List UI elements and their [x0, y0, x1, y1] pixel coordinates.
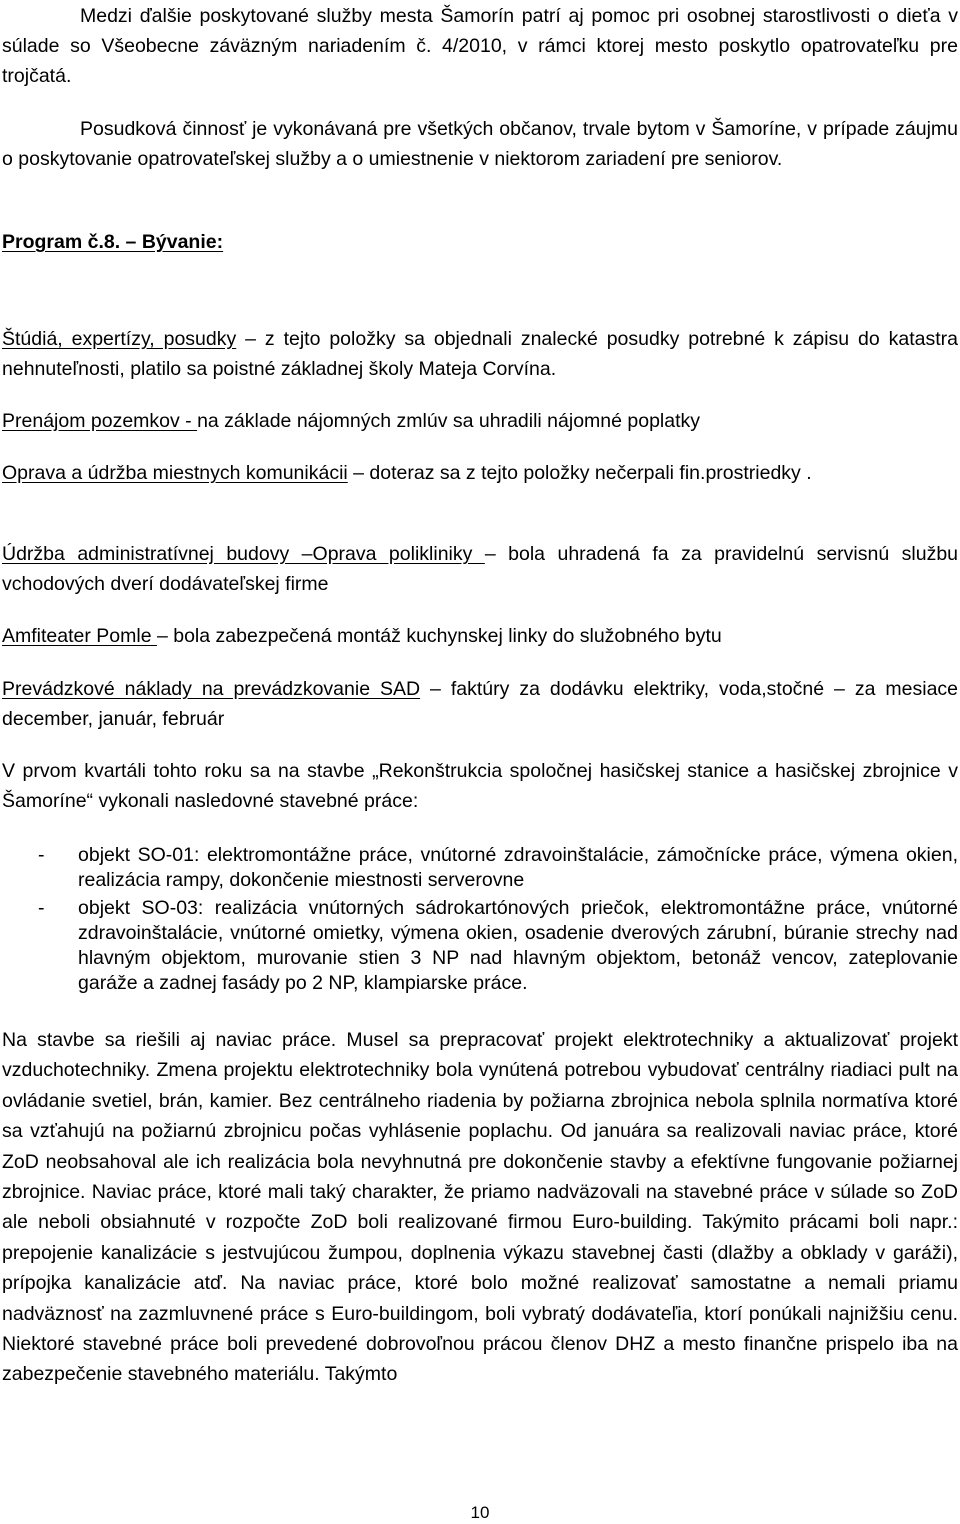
paragraph-posudkova-cinnost: Posudková činnosť je vykonávaná pre všetkých občanov, trvale bytom v Šamoríne, v prípade záujmu o poskytovanie opatrovateľskej služby a o umiestnenie v niektorom zariadení pre seniorov. [2, 118, 958, 170]
item-label: Amfiteater Pomle [2, 625, 157, 647]
list-marker: - [38, 844, 45, 866]
item-text: – faktúry za dodávku elektriky, voda,stočné – za mesiace december, január, február [2, 678, 959, 730]
works-list [2, 843, 958, 999]
item-studia [2, 324, 958, 384]
item-label: Štúdiá, expertízy, posudky [2, 328, 237, 350]
item-udrzba-budovy [2, 539, 958, 599]
paragraph-rekonstrukcia: V prvom kvartáli tohto roku sa na stavbe „Rekonštrukcia spoločnej hasičskej stanice a hasičskej zbrojnice v Šamoríne“ vykonali nasledovné stavebné práce: [2, 760, 958, 812]
list-item-text: objekt SO-01: elektromontážne práce, vnútorné zdravoinštalácie, zámočnícke práce, výmena okien, realizácia rampy, dokončenie miestnosti serverovne [78, 844, 958, 891]
item-prevadzkove-naklady [2, 674, 958, 734]
item-text: – bola zabezpečená montáž kuchynskej linky do služobného bytu [156, 625, 722, 647]
paragraph-naviac-prace: Na stavbe sa riešili aj naviac práce. Musel sa prepracovať projekt elektrotechniky a aktualizovať projekt vzduchotechniky. Zmena projektu elektrotechniky bola vynútená potrebou vybudovať centrálny riadiaci pult na ovládanie svetiel, brán, kamier. Bez centrálneho riadenia by požiarna zbrojnica nebola splnila normatíva ktoré sa vzťahujú na požiarnú zbrojnicu počas vyhlásenie poplachu. Od januára sa realizovali naviac práce, ktoré ZoD neobsahoval ale ich realizácia bola nevyhnutná pre dokončenie stavby a efektívne fungovanie požiarnej zbrojnice. Naviac práce, ktoré mali taký charakter, že priamo nadväzovali na stavebné práce v súlade so ZoD ale neboli obsiahnuté v rozpočte ZoD boli realizované firmou Euro-building. Takýmito prácami boli napr.: prepojenie kanalizácie s jestvujúcou žumpou, doplnenia výkazu stavebnej časti (dlažby a obklady v garáži), prípojka kanalizácie atď. Na naviac práce, ktoré bolo možné realizovať samostatne a nemali priamu nadväznosť na zazmluvnené práce s Euro-buildingom, boli vybratý dodávateľia, ktorí ponúkali najnižšiu cenu. Niektoré stavebné práce boli prevedené dobrovoľnou prácou členov DHZ a mesto finančne prispelo iba na zabezpečenie stavebného materiálu. Takýmto [2, 1029, 958, 1386]
paragraph-osobna-starostlivost: Medzi ďalšie poskytované služby mesta Šamorín patrí aj pomoc pri osobnej starostlivosti o dieťa v súlade so Všeobecne záväzným nariadením č. 4/2010, v rámci ktorej mesto poskytlo opatrovateľku pre trojčatá. [2, 5, 958, 87]
item-oprava-komunikacii [2, 458, 958, 488]
item-prenajom [2, 406, 958, 436]
item-label: Prenájom pozemkov - [2, 410, 198, 432]
list-item-text: objekt SO-03: realizácia vnútorných sádrokartónových priečok, elektromontážne práce, vnútorné zdravoinštalácie, vnútorné omietky, výmena okien, osadenie dverových zárubní, búranie strechy nad hlavným objektom, murovanie stien 3 NP nad hlavným objektom, betonáž vencov, zateplovanie garáže a zadnej fasády po 2 NP, klampiarske práce. [78, 897, 958, 994]
item-text: na základe nájomných zmlúv sa uhradili nájomné poplatky [197, 410, 701, 432]
item-text: – z tejto položky sa objednali znalecké posudky potrebné k zápisu do katastra nehnuteľnosti, platilo sa poistné základnej školy Mateja Corvína. [2, 328, 959, 380]
item-text: – doteraz sa z tejto položky nečerpali fin.prostriedky . [347, 462, 812, 484]
list-item [2, 843, 958, 893]
program-heading-text: Program č.8. – Bývanie: [2, 231, 224, 253]
list-marker: - [38, 897, 45, 919]
program-heading [2, 227, 958, 257]
page-number: 10 [470, 1503, 490, 1522]
item-text: – bola uhradená fa za pravidelnú servisnú službu vchodových dverí dodávateľskej firme [2, 543, 959, 595]
item-label: Údržba administratívnej budovy –Oprava polikliniky [2, 543, 485, 565]
list-item [2, 896, 958, 996]
item-amfiteater [2, 621, 958, 651]
item-label: Oprava a údržba miestnych komunikácii [2, 462, 348, 484]
item-label: Prevádzkové náklady na prevádzkovanie SAD [2, 678, 421, 700]
